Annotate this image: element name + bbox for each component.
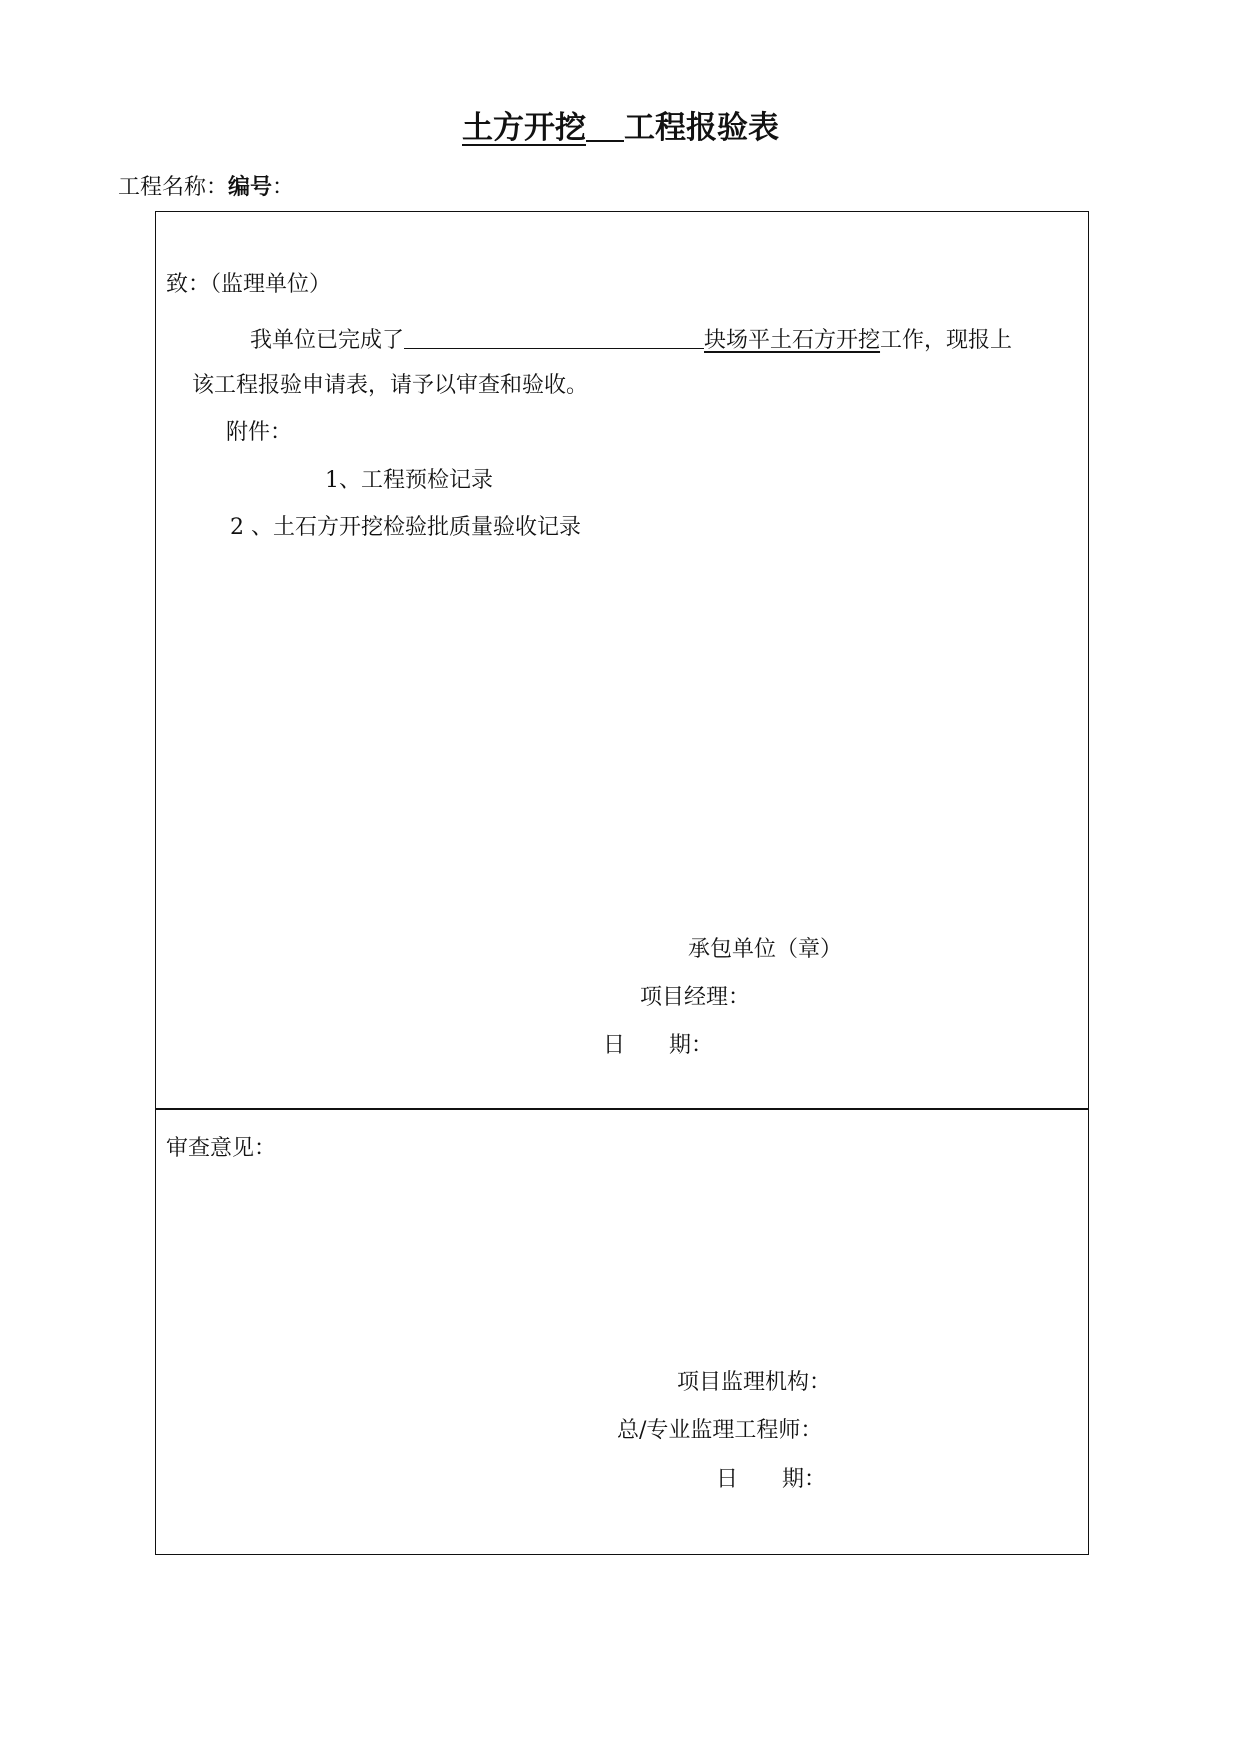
application-sentence-line2: 该工程报验申请表，请予以审查和验收。 <box>192 373 589 398</box>
application-sentence <box>250 322 1012 356</box>
supervision-org-label: 项目监理机构： <box>677 1370 832 1395</box>
title-form-name: 工程报验表 <box>624 110 779 146</box>
form-meta-line <box>118 173 294 203</box>
review-section <box>155 1108 1089 1555</box>
attachments-label: 附件： <box>226 420 293 445</box>
number-colon: ： <box>272 175 295 200</box>
work-item-value: 块场平土石方开挖 <box>704 328 881 353</box>
sentence-start: 我单位已完成了 <box>250 328 405 353</box>
contractor-seal-label: 承包单位（章） <box>688 937 843 962</box>
attachment-item: 2 、土石方开挖检验批质量验收记录 <box>230 515 581 540</box>
sentence-end: 工作，现报上 <box>880 328 1013 353</box>
title-blank-line <box>586 110 624 142</box>
review-opinion-label: 审查意见： <box>166 1136 277 1161</box>
title-work-type: 土方开挖 <box>462 110 586 146</box>
number-label: 编号 <box>228 175 273 200</box>
project-name-label: 工程名称： <box>118 175 229 200</box>
page-title <box>0 108 1241 148</box>
attachment-item: 1、工程预检记录 <box>325 468 493 493</box>
project-manager-label: 项目经理： <box>640 985 751 1010</box>
work-item-blank <box>404 322 704 349</box>
addressee-label: 致：（监理单位） <box>166 272 332 297</box>
supervision-engineer-label: 总/专业监理工程师： <box>617 1418 823 1443</box>
review-date-label: 日 期： <box>716 1467 827 1492</box>
application-date-label: 日 期： <box>603 1033 714 1058</box>
